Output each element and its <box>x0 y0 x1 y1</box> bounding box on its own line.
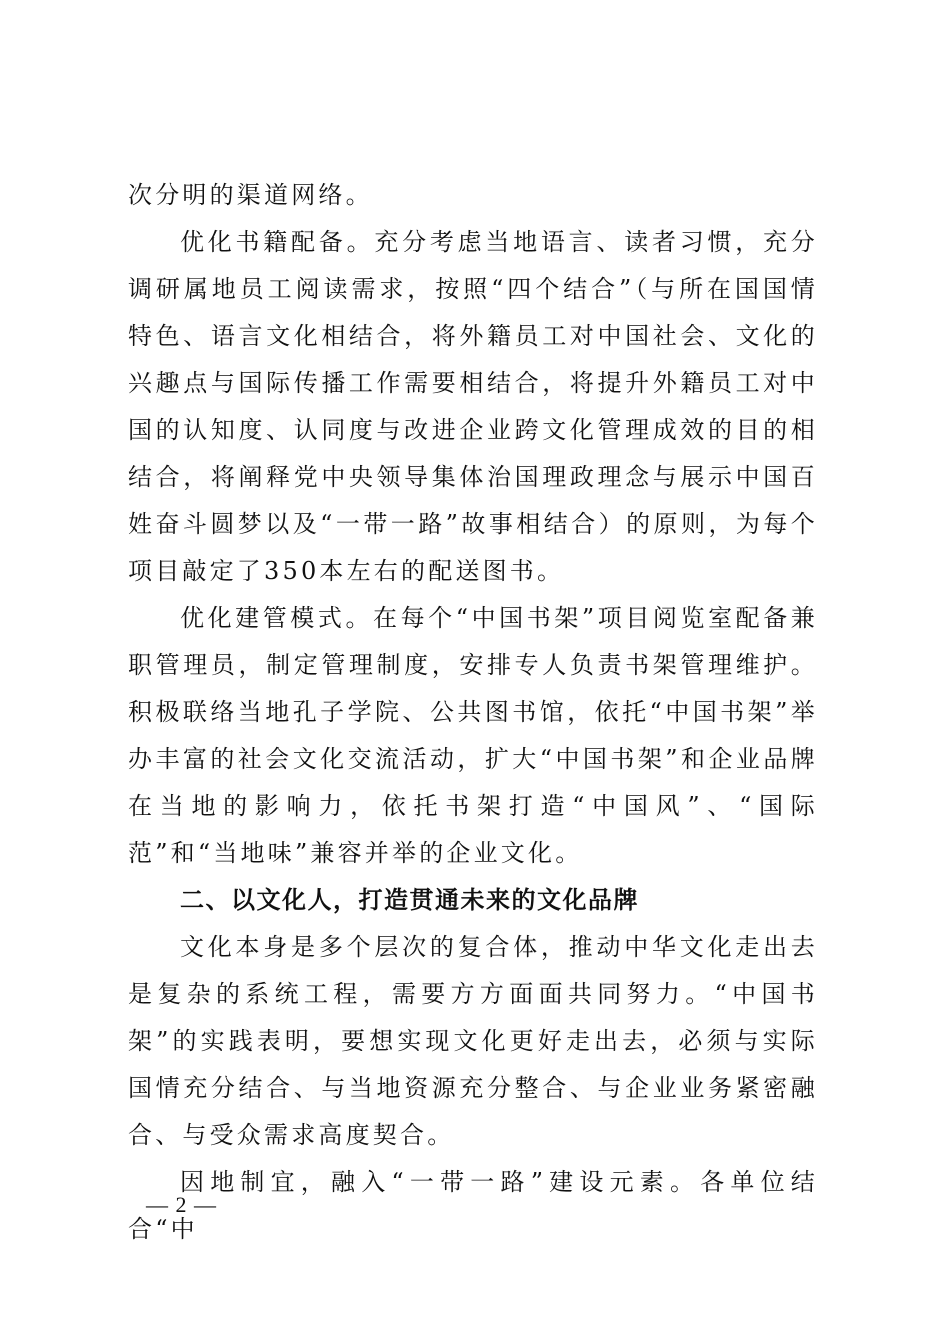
body-text <box>128 172 818 1253</box>
paragraph-culture-complex: 文化本身是多个层次的复合体，推动中华文化走出去是复杂的系统工程，需要方方面面共同努力。“中国书架”的实践表明，要想实现文化更好走出去，必须与实际国情充分结合、与当地资源充分整合、与企业业务紧密融合、与受众需求高度契合。 <box>128 933 818 1149</box>
paragraph-management-mode: 优化建管模式。在每个“中国书架”项目阅览室配备兼职管理员，制定管理制度，安排专人负责书架管理维护。积极联络当地孔子学院、公共图书馆，依托“中国书架”举办丰富的社会文化交流活动，扩大“中国书架”和企业品牌在当地的影响力，依托书架打造“中国风”、“国际范”和“当地味”兼容并举的企业文化。 <box>128 604 818 867</box>
paragraph-book-selection: 优化书籍配备。充分考虑当地语言、读者习惯，充分调研属地员工阅读需求，按照“四个结合”（与所在国国情特色、语言文化相结合，将外籍员工对中国社会、文化的兴趣点与国际传播工作需要相结合，将提升外籍员工对中国的认知度、认同度与改进企业跨文化管理成效的目的相结合，将阐释党中央领导集体治国理政理念与展示中国百姓奋斗圆梦以及“一带一路”故事相结合）的原则，为每个项目敲定了350本左右的配送图书。 <box>128 228 818 585</box>
section-heading: 二、以文化人，打造贯通未来的文化品牌 <box>180 886 639 914</box>
paragraph-continuation: 次分明的渠道网络。 <box>128 181 373 209</box>
paragraph-belt-and-road: 因地制宜，融入“一带一路”建设元素。各单位结合“中 <box>128 1168 818 1243</box>
page-number: — 2 — <box>146 1192 217 1217</box>
